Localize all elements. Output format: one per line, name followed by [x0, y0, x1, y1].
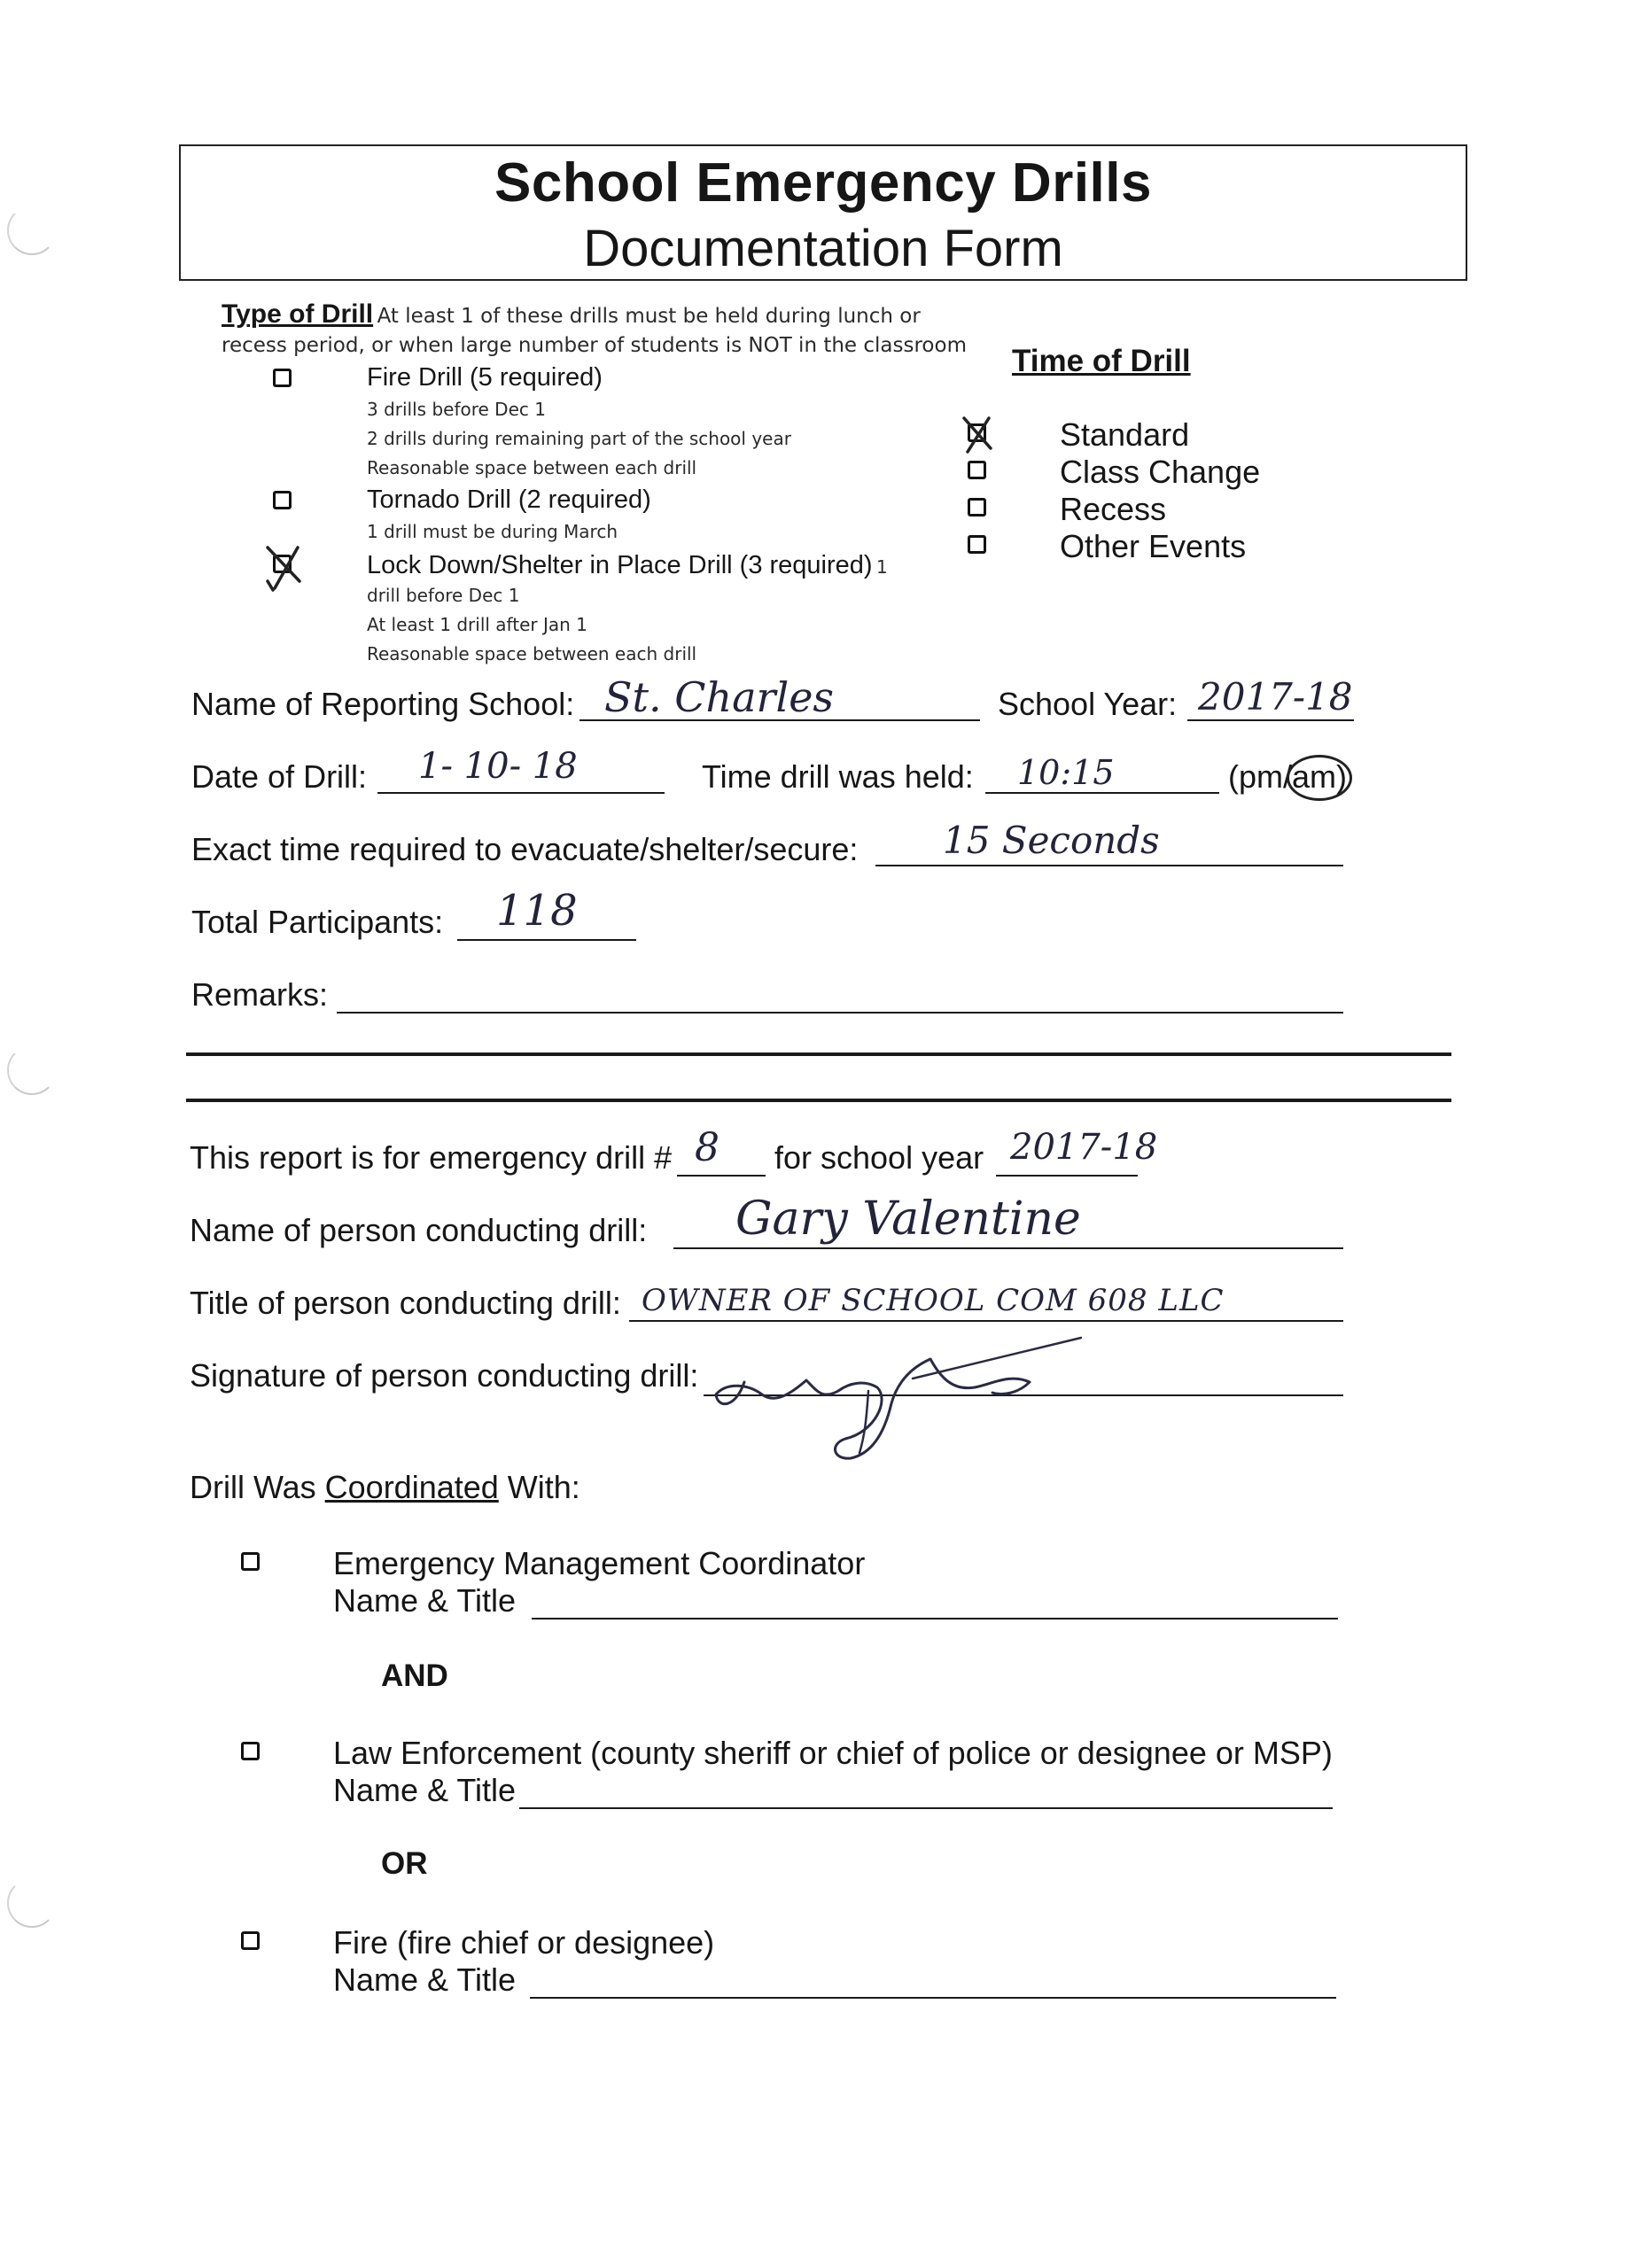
punch-hole-middle — [7, 1045, 57, 1095]
fire-drill-detail-2: 2 drills during remaining part of the school year — [367, 428, 791, 449]
lockdown-drill-label-suffix: 1 — [876, 556, 888, 578]
am-circle-mark — [1287, 755, 1352, 801]
person-title-value[interactable]: OWNER OF SCHOOL COM 608 LLC — [642, 1283, 1225, 1318]
time-standard-label: Standard — [1060, 416, 1190, 453]
signature-scribble[interactable] — [709, 1329, 1090, 1471]
law-enforcement-name-title-label: Name & Title — [333, 1772, 517, 1808]
lockdown-drill-label: Lock Down/Shelter in Place Drill (3 required) — [367, 551, 873, 579]
form-subtitle: Documentation Form — [583, 220, 1063, 277]
fire-drill-checkbox[interactable] — [273, 369, 292, 387]
drill-type-heading: Type of Drill — [222, 299, 374, 329]
time-class-change-checkbox[interactable] — [968, 461, 986, 479]
emergency-mgmt-label: Emergency Management Coordinator — [333, 1545, 866, 1581]
fire-chief-name-title-underline — [530, 1997, 1336, 1999]
fire-drill-detail-3: Reasonable space between each drill — [367, 457, 697, 478]
law-enforcement-label: Law Enforcement (county sheriff or chief of police or designee or MSP) — [333, 1735, 1333, 1771]
for-school-year-value[interactable]: 2017-18 — [1010, 1127, 1158, 1168]
remarks-line-2 — [186, 1052, 1451, 1056]
school-year-label: School Year: — [998, 686, 1178, 722]
participants-underline — [457, 939, 636, 941]
drill-time-value[interactable]: 10:15 — [1017, 753, 1115, 792]
fire-drill-detail-1: 3 drills before Dec 1 — [367, 399, 546, 420]
coordination-heading-suffix: With: — [498, 1469, 580, 1505]
drill-number-underline — [677, 1175, 766, 1177]
lockdown-drill-detail-1: drill before Dec 1 — [367, 585, 520, 606]
punch-hole-bottom — [7, 1878, 57, 1928]
remarks-line-1 — [337, 1012, 1343, 1014]
fire-chief-label: Fire (fire chief or designee) — [333, 1924, 715, 1961]
person-title-underline — [629, 1320, 1343, 1322]
drill-type-note-2: recess period, or when large number of students is NOT in the classroom — [222, 334, 967, 357]
drill-type-note: At least 1 of these drills must be held during lunch or — [377, 305, 921, 328]
school-year-value[interactable]: 2017-18 — [1198, 675, 1353, 718]
coordination-heading-underlined: Coordinated — [324, 1469, 499, 1505]
emergency-mgmt-checkbox[interactable] — [241, 1552, 260, 1571]
remarks-line-3 — [186, 1099, 1451, 1102]
drill-time-label: Time drill was held: — [702, 758, 974, 795]
tornado-drill-detail-1: 1 drill must be during March — [367, 521, 618, 542]
form-title: School Emergency Drills — [494, 152, 1152, 214]
participants-value[interactable]: 118 — [496, 886, 578, 936]
lockdown-check-mark-icon — [262, 542, 307, 592]
time-recess-label: Recess — [1060, 491, 1167, 527]
fire-chief-name-title-label: Name & Title — [333, 1961, 517, 1998]
person-name-underline — [673, 1247, 1343, 1249]
remarks-label: Remarks: — [191, 976, 329, 1013]
for-school-year-underline — [996, 1175, 1138, 1177]
lockdown-drill-detail-3: Reasonable space between each drill — [367, 643, 697, 664]
coordination-heading-prefix: Drill Was — [190, 1469, 325, 1505]
drill-date-value[interactable]: 1- 10- 18 — [418, 746, 578, 787]
emergency-mgmt-name-title-label: Name & Title — [333, 1582, 517, 1619]
participants-label: Total Participants: — [191, 904, 444, 940]
drill-number-label: This report is for emergency drill # — [190, 1139, 673, 1176]
evacuation-time-label: Exact time required to evacuate/shelter/secure: — [191, 831, 859, 867]
person-name-value[interactable]: Gary Valentine — [735, 1192, 1081, 1246]
or-label: OR — [381, 1846, 428, 1881]
tornado-drill-label: Tornado Drill (2 required) — [367, 485, 651, 514]
drill-time-underline — [985, 792, 1219, 794]
drill-date-underline — [377, 792, 665, 794]
law-enforcement-name-title-underline — [519, 1807, 1333, 1809]
lockdown-drill-detail-2: At least 1 drill after Jan 1 — [367, 614, 587, 635]
fire-chief-checkbox[interactable] — [241, 1931, 260, 1950]
time-of-drill-heading: Time of Drill — [1012, 344, 1191, 378]
drill-type-heading-row — [222, 299, 921, 331]
evacuation-time-underline — [875, 865, 1343, 866]
drill-date-label: Date of Drill: — [191, 758, 368, 795]
punch-hole-top — [7, 206, 57, 255]
school-name-value[interactable]: St. Charles — [604, 673, 835, 721]
lockdown-drill-label-row — [367, 551, 888, 582]
person-title-label: Title of person conducting drill: — [190, 1285, 621, 1321]
tornado-drill-checkbox[interactable] — [273, 491, 292, 509]
signature-label: Signature of person conducting drill: — [190, 1357, 699, 1394]
school-year-underline — [1187, 719, 1354, 721]
time-other-events-checkbox[interactable] — [968, 535, 986, 554]
time-other-events-label: Other Events — [1060, 528, 1247, 564]
evacuation-time-value[interactable]: 15 Seconds — [943, 819, 1160, 862]
coordination-heading — [190, 1469, 580, 1506]
law-enforcement-checkbox[interactable] — [241, 1742, 260, 1760]
emergency-mgmt-name-title-underline — [532, 1618, 1338, 1619]
for-school-year-label: for school year — [774, 1139, 984, 1176]
time-class-change-label: Class Change — [1060, 454, 1261, 490]
drill-number-value[interactable]: 8 — [695, 1125, 719, 1170]
time-recess-checkbox[interactable] — [968, 498, 986, 517]
standard-check-mark-icon — [959, 413, 998, 455]
and-label: AND — [381, 1658, 448, 1693]
fire-drill-label: Fire Drill (5 required) — [367, 363, 603, 392]
school-name-label: Name of Reporting School: — [191, 686, 575, 722]
form-header-box — [179, 144, 1467, 281]
am-pm-label: (pm/am) — [1228, 758, 1347, 795]
person-name-label: Name of person conducting drill: — [190, 1212, 648, 1248]
